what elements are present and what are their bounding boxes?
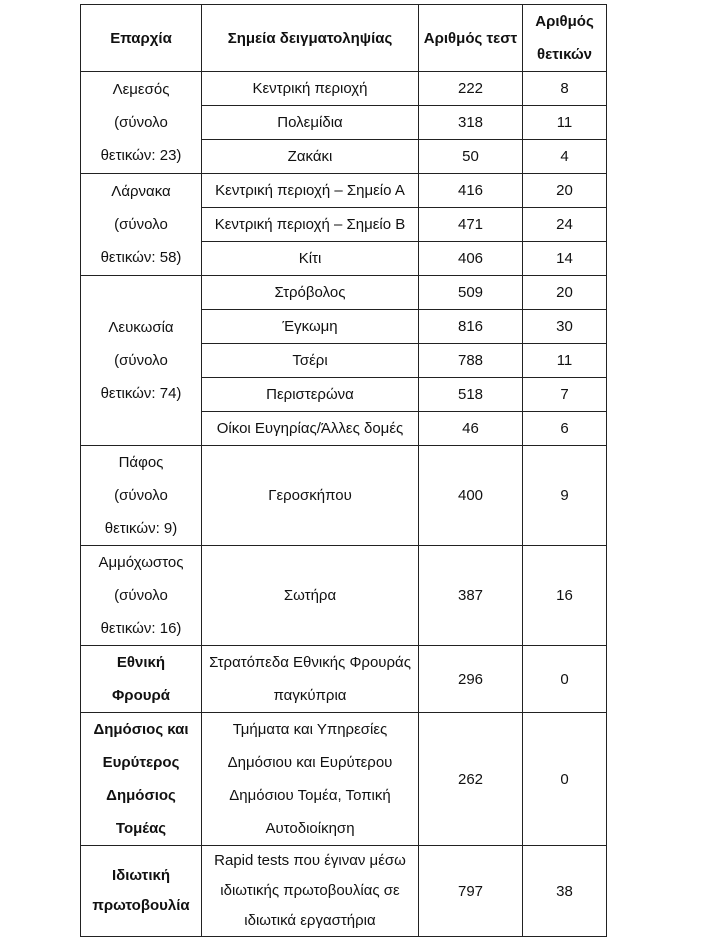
positives-count: 38 <box>523 846 607 937</box>
region-name-line: Εθνική <box>116 654 166 671</box>
region-cell-larnaca <box>81 174 202 276</box>
region-total-line: (σύνολο <box>114 216 168 233</box>
positives-count: 16 <box>523 546 607 646</box>
positives-count: 30 <box>523 310 607 344</box>
sampling-point: Κεντρική περιοχή <box>202 72 419 106</box>
sampling-point: Πολεμίδια <box>202 106 419 140</box>
table-row <box>81 646 607 713</box>
table-row <box>81 174 607 208</box>
tests-count: 318 <box>419 106 523 140</box>
sampling-point-line: Στρατόπεδα Εθνικής Φρουράς <box>209 654 411 671</box>
region-total-line: θετικών: 16) <box>100 620 182 637</box>
positives-count: 20 <box>523 276 607 310</box>
table-row <box>81 846 607 937</box>
positives-count: 9 <box>523 446 607 546</box>
positives-count: 6 <box>523 412 607 446</box>
positives-count: 24 <box>523 208 607 242</box>
region-total-line: (σύνολο <box>114 114 168 131</box>
region-name-line: Δημόσιος και <box>93 721 189 738</box>
tests-count: 788 <box>419 344 523 378</box>
table-row <box>81 446 607 546</box>
positives-count: 0 <box>523 713 607 846</box>
positives-count: 20 <box>523 174 607 208</box>
tests-count: 471 <box>419 208 523 242</box>
positives-count: 14 <box>523 242 607 276</box>
region-cell-public-sector <box>81 713 202 846</box>
table-row <box>81 72 607 106</box>
region-total-line: θετικών: 74) <box>100 385 182 402</box>
sampling-point <box>202 713 419 846</box>
sampling-point: Στρόβολος <box>202 276 419 310</box>
region-name: Πάφος <box>118 454 164 471</box>
sampling-point: Οίκοι Ευγηρίας/Άλλες δομές <box>202 412 419 446</box>
table-row <box>81 276 607 310</box>
tests-count: 816 <box>419 310 523 344</box>
header-region: Επαρχία <box>81 5 202 72</box>
header-sampling-points: Σημεία δειγματοληψίας <box>202 5 419 72</box>
sampling-point-line: ιδιωτικής πρωτοβουλίας σε <box>220 882 400 899</box>
region-total-line: (σύνολο <box>114 487 168 504</box>
region-cell-limassol <box>81 72 202 174</box>
region-total-line: (σύνολο <box>114 587 168 604</box>
tests-count: 222 <box>419 72 523 106</box>
region-cell-famagusta <box>81 546 202 646</box>
region-cell-private-initiative <box>81 846 202 937</box>
region-name-line: πρωτοβουλία <box>92 897 190 914</box>
tests-count: 46 <box>419 412 523 446</box>
positives-count: 11 <box>523 106 607 140</box>
region-name-line: Φρουρά <box>112 687 170 704</box>
region-name: Λάρνακα <box>111 183 171 200</box>
sampling-point: Κεντρική περιοχή – Σημείο Β <box>202 208 419 242</box>
region-name: Λεμεσός <box>112 81 170 98</box>
region-total-line: θετικών: 9) <box>104 520 178 537</box>
region-cell-national-guard <box>81 646 202 713</box>
sampling-point <box>202 646 419 713</box>
table-row <box>81 713 607 846</box>
header-tests: Αριθμός τεστ <box>419 5 523 72</box>
tests-count: 296 <box>419 646 523 713</box>
sampling-point-line: Δημόσιου και Ευρύτερου <box>227 754 393 771</box>
tests-count: 797 <box>419 846 523 937</box>
region-name-line: Τομέας <box>115 820 167 837</box>
positives-count: 4 <box>523 140 607 174</box>
positives-count: 0 <box>523 646 607 713</box>
tests-count: 400 <box>419 446 523 546</box>
positives-count: 7 <box>523 378 607 412</box>
sampling-point-line: Αυτοδιοίκηση <box>265 820 355 837</box>
sampling-point: Περιστερώνα <box>202 378 419 412</box>
tests-count: 509 <box>419 276 523 310</box>
positives-count: 11 <box>523 344 607 378</box>
tests-count: 406 <box>419 242 523 276</box>
sampling-point <box>202 846 419 937</box>
region-total-line: (σύνολο <box>114 352 168 369</box>
sampling-point-line: παγκύπρια <box>273 687 347 704</box>
sampling-point: Έγκωμη <box>202 310 419 344</box>
tests-count: 50 <box>419 140 523 174</box>
region-total-line: θετικών: 58) <box>100 249 182 266</box>
region-name: Λευκωσία <box>108 319 174 336</box>
tests-count: 262 <box>419 713 523 846</box>
region-name-line: Δημόσιος <box>106 787 176 804</box>
table-row <box>81 546 607 646</box>
sampling-point: Ζακάκι <box>202 140 419 174</box>
sampling-point-line: Rapid tests που έγιναν μέσω <box>214 852 406 869</box>
region-cell-nicosia <box>81 276 202 446</box>
sampling-point-line: ιδιωτικά εργαστήρια <box>244 912 376 929</box>
region-cell-paphos <box>81 446 202 546</box>
sampling-point-line: Δημόσιου Τομέα, Τοπική <box>229 787 391 804</box>
sampling-point-line: Τμήματα και Υπηρεσίες <box>232 721 388 738</box>
region-total-line: θετικών: 23) <box>100 147 182 164</box>
tests-count: 518 <box>419 378 523 412</box>
sampling-point: Κίτι <box>202 242 419 276</box>
tests-count: 416 <box>419 174 523 208</box>
testing-results-table <box>80 4 607 937</box>
region-name-line: Ιδιωτική <box>111 867 171 884</box>
sampling-point: Γεροσκήπου <box>202 446 419 546</box>
tests-count: 387 <box>419 546 523 646</box>
header-row <box>81 5 607 72</box>
region-name-line: Ευρύτερος <box>102 754 180 771</box>
positives-count: 8 <box>523 72 607 106</box>
header-positives: Αριθμός θετικών <box>523 5 607 72</box>
region-name: Αμμόχωστος <box>98 554 184 571</box>
sampling-point: Κεντρική περιοχή – Σημείο Α <box>202 174 419 208</box>
sampling-point: Σωτήρα <box>202 546 419 646</box>
sampling-point: Τσέρι <box>202 344 419 378</box>
